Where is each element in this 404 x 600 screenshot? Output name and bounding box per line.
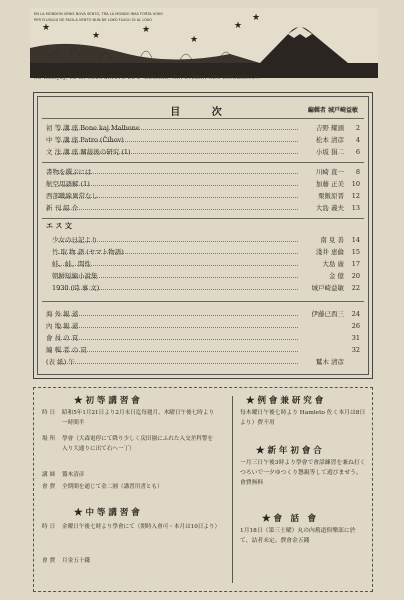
toc-entry[interactable]: 西部戰線異常なし 栗飯原晋 12 bbox=[46, 192, 360, 200]
toc-entry[interactable]: 中 等 講 座 Patro (Ĉiĥov) 松本 清彦 4 bbox=[46, 136, 360, 144]
beginner-row: 時日 昭和5年1月21日より2月末日迄每週月、木曜日午後七時より一時間半 bbox=[42, 410, 215, 426]
newyear-meeting-title: ★ 新 年 初 會 合 bbox=[256, 446, 322, 456]
toc-entry[interactable]: 少女の日記より 南 見 善 14 bbox=[52, 236, 360, 244]
divider bbox=[42, 162, 364, 163]
intermediate-course-title: ★ 中 等 講 習 會 bbox=[74, 508, 140, 518]
conversation-meeting-text: 1月18日（第三土曜）丸の內舊道倶樂部に於て、詰者未定。費會金五錢 bbox=[240, 528, 356, 544]
toc-entry[interactable]: 海 外 報 道 伊藤已酉三 24 bbox=[46, 310, 360, 318]
toc-entry[interactable]: 書物を撰ぶには 川崎 直一 8 bbox=[46, 168, 360, 176]
toc-entry[interactable]: 1930 (時 事 文) 城戸崎益敏 22 bbox=[52, 284, 360, 292]
study-meeting-title: ★ 例 會 兼 研 究 會 bbox=[246, 396, 324, 406]
toc-entry[interactable]: 蛙、蛙、間性 大島 廣 17 bbox=[52, 260, 360, 268]
toc-entry[interactable]: 編 輯 者 の 頁 32 bbox=[46, 346, 360, 354]
toc-editor: 編輯者 城戸崎益敏 bbox=[307, 107, 358, 114]
svg-text:EN LA MONDON VENIS NOVA SENTO,: EN LA MONDON VENIS NOVA SENTO, TRA LA MONDO IRAS FORTA VOKO bbox=[34, 12, 163, 16]
esperanto-section-label: エ ス 文 bbox=[46, 221, 72, 230]
toc-entry[interactable]: 新 刊 紹 介 大島 義夫 13 bbox=[46, 204, 360, 212]
table-of-contents bbox=[33, 92, 373, 379]
divider bbox=[42, 218, 364, 219]
toc-entry[interactable]: 竹 取 物 語 (ヤマト物語) 淺井 恵倫 15 bbox=[52, 248, 360, 256]
toc-entry[interactable]: 初 等 講 座 Bone kaj Malbone 吉野 耀頭 2 bbox=[46, 124, 360, 132]
notices-box bbox=[33, 387, 373, 592]
beginner-row: 場所 學會（大森電停にて降り少しく戻田園にふれた入交差科警を入り大通りに出て右へ一丁） bbox=[42, 436, 214, 452]
toc-entry[interactable]: 會 員 の 頁 31 bbox=[46, 334, 360, 342]
toc-entry[interactable]: (表 紙) 午 鷲木 清彦 bbox=[46, 358, 344, 366]
svg-text:★: ★ bbox=[42, 23, 51, 33]
notices-divider bbox=[232, 396, 233, 583]
intermediate-row: 會費 月金五十錢 bbox=[42, 558, 90, 564]
intermediate-row: 時日 金曜日午後七時より學會にて（開時入會可・本月は10日より） bbox=[42, 524, 221, 530]
svg-text:PER FLUGILOJ DE FACILA VENTO N: PER FLUGILOJ DE FACILA VENTO NUN DE LOKO FLUGU ĜI AL LOKO bbox=[34, 18, 153, 22]
toc-entry[interactable]: 航空用語解 (1) 加藤 正美 10 bbox=[46, 180, 360, 188]
svg-text:★: ★ bbox=[252, 13, 261, 23]
toc-inner-frame bbox=[37, 96, 369, 375]
svg-text:★: ★ bbox=[234, 21, 243, 31]
divider bbox=[42, 118, 364, 119]
beginner-row: 會費 全期間を通じて金二圓（講習用書とも） bbox=[42, 484, 163, 490]
divider bbox=[42, 301, 364, 302]
banner-caption: NE RACIJOJ, ĈE LA SOLA LINGVO DE L' HOMARO, NIA ETERNA ĜEN ESPERANTO... bbox=[34, 75, 262, 80]
newyear-meeting-text: 一月三日午後3時より學會で會話練習を兼ね打くつろいで一夕ゆつくり懇親等して遊びませう。會費無料 bbox=[240, 460, 366, 486]
beginner-course-title: ★ 初 等 講 習 會 bbox=[74, 396, 140, 406]
toc-title: 目 次 bbox=[170, 107, 236, 118]
toc-entry[interactable]: 文 法 講 座 關接後の研究 (1) 小坂 狷二 6 bbox=[46, 148, 360, 156]
toc-entry[interactable]: 朝鮮短編小說集 金 億 20 bbox=[52, 272, 360, 280]
study-meeting-text: 每木曜日午後七時より Hamleto 佐く本月は8日より）費不用 bbox=[240, 410, 366, 426]
svg-text:★: ★ bbox=[92, 31, 101, 41]
beginner-row: 講師 鷲木清彦 bbox=[42, 472, 85, 478]
conversation-meeting-title: ★ 會 話 會 bbox=[262, 514, 316, 524]
header-banner-illustration bbox=[30, 8, 378, 78]
svg-text:★: ★ bbox=[190, 35, 199, 45]
toc-entry[interactable]: 內 地 報 道 26 bbox=[46, 322, 360, 330]
svg-text:★: ★ bbox=[142, 25, 151, 35]
